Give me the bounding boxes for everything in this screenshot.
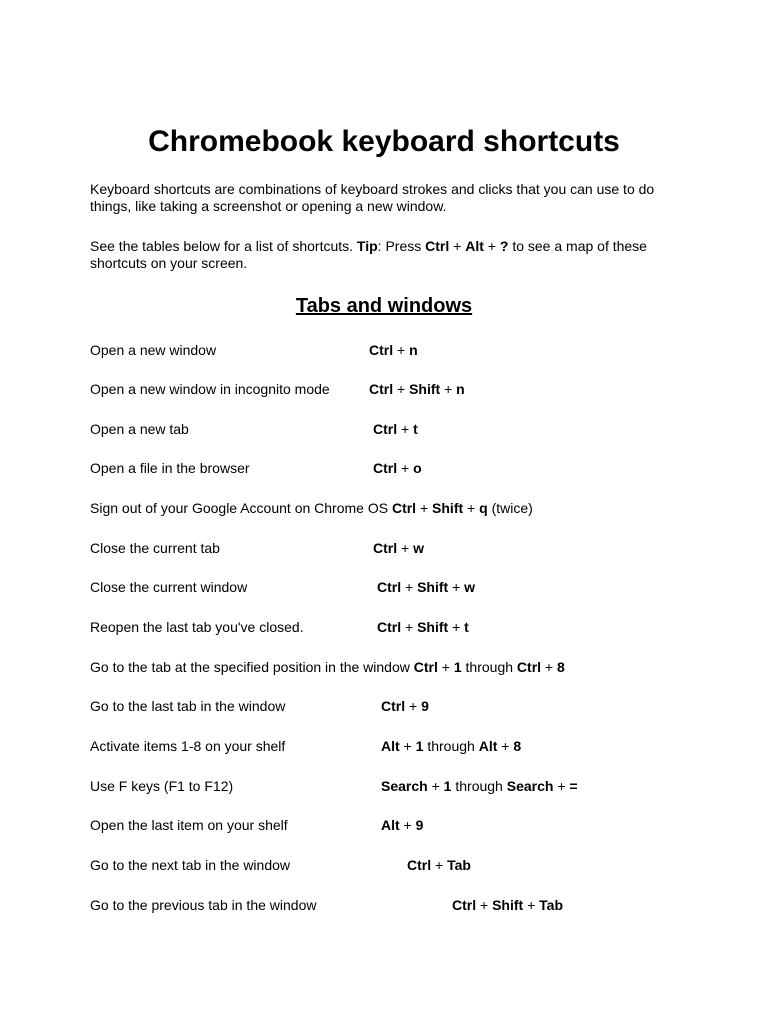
shortcut-description: Open a new tab	[90, 421, 189, 437]
shortcut-description: Close the current tab	[90, 540, 220, 556]
shortcut-description: Close the current window	[90, 579, 248, 595]
shortcut-keys: Search + 1 through Search + =	[381, 778, 578, 794]
shortcut-description: Open a new window in incognito mode	[90, 381, 330, 397]
shortcut-keys: Alt + 9	[381, 817, 424, 833]
shortcut-keys: Ctrl + Shift + Tab	[452, 897, 564, 913]
shortcut-description: Go to the next tab in the window	[90, 857, 291, 873]
shortcut-keys: Alt + 1 through Alt + 8	[381, 738, 522, 754]
shortcut-description: Go to the last tab in the window	[90, 698, 286, 714]
shortcut-description: Go to the tab at the specified position in the window Ctrl + 1 through Ctrl + 8	[90, 659, 565, 675]
shortcut-description: Activate items 1-8 on your shelf	[90, 738, 286, 754]
shortcut-keys: Ctrl + w	[373, 540, 424, 556]
intro-paragraph: Keyboard shortcuts are combinations of keyboard strokes and clicks that you can use to do things, like taking a screenshot or opening a new window.	[90, 181, 655, 214]
shortcut-description: Go to the previous tab in the window	[90, 897, 317, 913]
shortcut-description: Reopen the last tab you've closed.	[90, 619, 304, 635]
shortcut-description: Open the last item on your shelf	[90, 817, 288, 833]
shortcut-description: Open a file in the browser	[90, 460, 250, 476]
shortcut-keys: Ctrl + Tab	[407, 857, 471, 873]
shortcut-keys: Ctrl + Shift + t	[377, 619, 469, 635]
shortcut-keys: Ctrl + o	[373, 460, 422, 476]
shortcut-keys: Ctrl + Shift + w	[377, 579, 476, 595]
shortcut-keys: Ctrl + t	[373, 421, 418, 437]
shortcut-description: Open a new window	[90, 342, 217, 358]
section-heading: Tabs and windows	[295, 295, 473, 317]
shortcut-description: Use F keys (F1 to F12)	[90, 778, 234, 794]
shortcut-keys: Ctrl + n	[369, 342, 418, 358]
shortcut-keys: Ctrl + 9	[381, 698, 429, 714]
page-title: Chromebook keyboard shortcuts	[148, 125, 620, 158]
shortcut-keys: Ctrl + Shift + n	[369, 381, 465, 397]
shortcut-description: Sign out of your Google Account on Chrome OS Ctrl + Shift + q (twice)	[90, 500, 533, 516]
tip-paragraph: See the tables below for a list of shortcuts. Tip: Press Ctrl + Alt + ? to see a map of these shortcuts on your screen.	[90, 238, 647, 271]
